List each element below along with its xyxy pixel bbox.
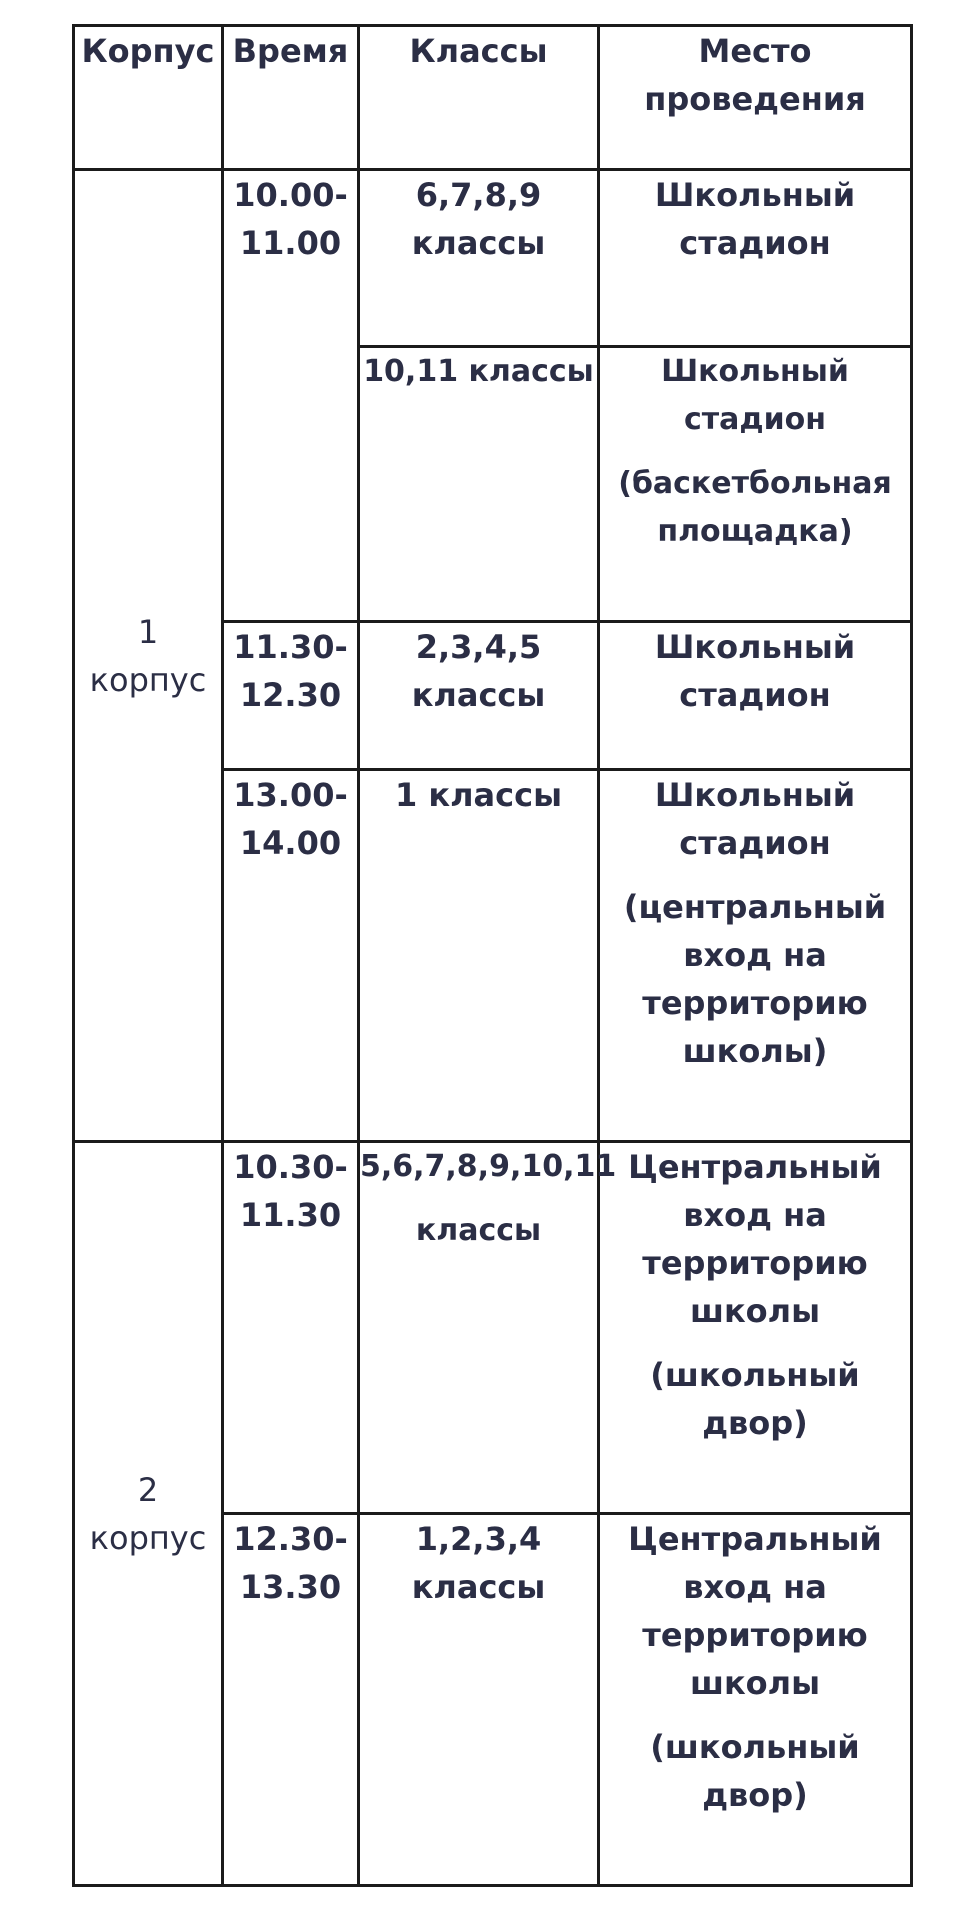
building-1-cell: 1 корпус	[74, 170, 223, 1142]
time-cell: 10.30- 11.30	[223, 1142, 359, 1514]
place-cell: Центральный вход на территорию школы (школьный двор)	[599, 1514, 912, 1886]
classes-cell: 5,6,7,8,9,10,11 классы	[359, 1142, 599, 1514]
header-place: Место проведения	[599, 26, 912, 170]
table-row	[74, 170, 912, 347]
time-cell: 12.30- 13.30	[223, 1514, 359, 1886]
time-cell: 10.00- 11.00	[223, 170, 359, 622]
classes-cell: 6,7,8,9 классы	[359, 170, 599, 347]
classes-cell: 1,2,3,4 классы	[359, 1514, 599, 1886]
header-classes: Классы	[359, 26, 599, 170]
building-2-cell: 2 корпус	[74, 1142, 223, 1886]
schedule-table	[72, 24, 913, 1887]
header-row	[74, 26, 912, 170]
place-cell: Школьный стадион	[599, 170, 912, 347]
time-cell: 13.00- 14.00	[223, 770, 359, 1142]
place-cell: Школьный стадион	[599, 622, 912, 770]
place-cell: Центральный вход на территорию школы (школьный двор)	[599, 1142, 912, 1514]
classes-cell: 1 классы	[359, 770, 599, 1142]
classes-cell: 10,11 классы	[359, 347, 599, 622]
time-cell: 11.30- 12.30	[223, 622, 359, 770]
place-cell: Школьный стадион (баскетбольная площадка)	[599, 347, 912, 622]
table-row	[74, 1142, 912, 1514]
place-cell: Школьный стадион (центральный вход на территорию школы)	[599, 770, 912, 1142]
classes-cell: 2,3,4,5 классы	[359, 622, 599, 770]
header-korpus: Корпус	[74, 26, 223, 170]
header-time: Время	[223, 26, 359, 170]
